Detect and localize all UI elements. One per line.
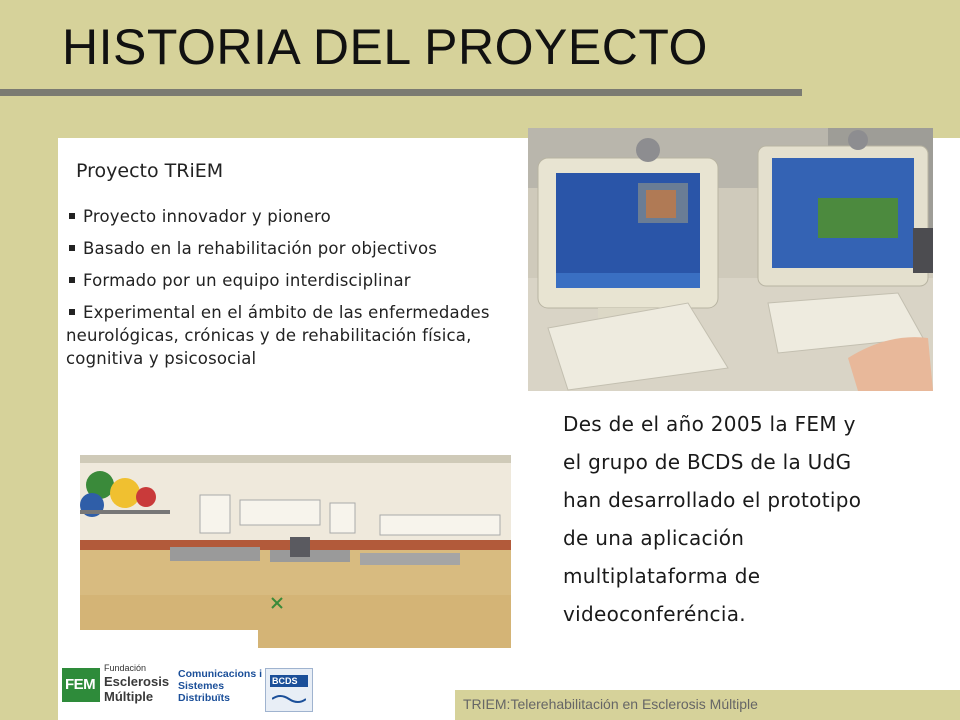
bullet-item	[66, 269, 516, 292]
bcds-wave-icon	[272, 693, 306, 705]
bullet-item	[66, 301, 516, 370]
fem-logo	[62, 660, 172, 710]
footer-caption: TRIEM:Telerehabilitación en Esclerosis Múltiple	[455, 690, 960, 720]
fem-badge-text: FEM	[65, 676, 96, 693]
bullet-text: Formado por un equipo interdisciplinar	[83, 271, 411, 290]
rehabilitation-room-illustration	[80, 455, 511, 648]
square-bullet-icon	[69, 213, 75, 219]
project-bullet-list	[66, 205, 516, 379]
computers-photo	[528, 128, 933, 391]
slide-title: HISTORIA DEL PROYECTO	[62, 19, 708, 75]
bullet-text: Experimental en el ámbito de las enfermedades neurológicas, crónicas y de rehabilitación física, cognitiva y psicosocial	[66, 303, 490, 368]
fem-logo-line: Fundación	[104, 663, 147, 673]
description-line: Des de el año 2005 la FEM y	[563, 412, 856, 436]
cs-logo-line: Comunicacions i	[178, 668, 263, 680]
cs-logo-line: Sistemes	[178, 680, 225, 692]
description-line: videoconferéncia.	[563, 602, 746, 626]
project-description	[563, 405, 923, 633]
cs-logo-line: Distribuïts	[178, 692, 230, 704]
rehabilitation-room-photo	[80, 455, 511, 648]
bullet-text: Proyecto innovador y pionero	[83, 207, 331, 226]
computers-photo-illustration	[528, 128, 933, 391]
description-line: han desarrollado el prototipo	[563, 488, 862, 512]
description-line: de una aplicación	[563, 526, 745, 550]
square-bullet-icon	[69, 309, 75, 315]
description-line: multiplataforma de	[563, 564, 761, 588]
description-line: el grupo de BCDS de la UdG	[563, 450, 852, 474]
fem-logo-line: Esclerosis	[104, 674, 170, 689]
bullet-item	[66, 205, 516, 228]
bcds-logo	[265, 668, 313, 712]
project-subtitle: Proyecto TRiEM	[76, 160, 224, 182]
square-bullet-icon	[69, 245, 75, 251]
bullet-text: Basado en la rehabilitación por objectivos	[83, 239, 438, 258]
fem-logo-line: Múltiple	[104, 689, 154, 704]
comunicacions-logo	[178, 668, 266, 712]
title-divider	[0, 89, 802, 96]
bcds-logo-text: BCDS	[272, 676, 298, 686]
square-bullet-icon	[69, 277, 75, 283]
bullet-item	[66, 237, 516, 260]
